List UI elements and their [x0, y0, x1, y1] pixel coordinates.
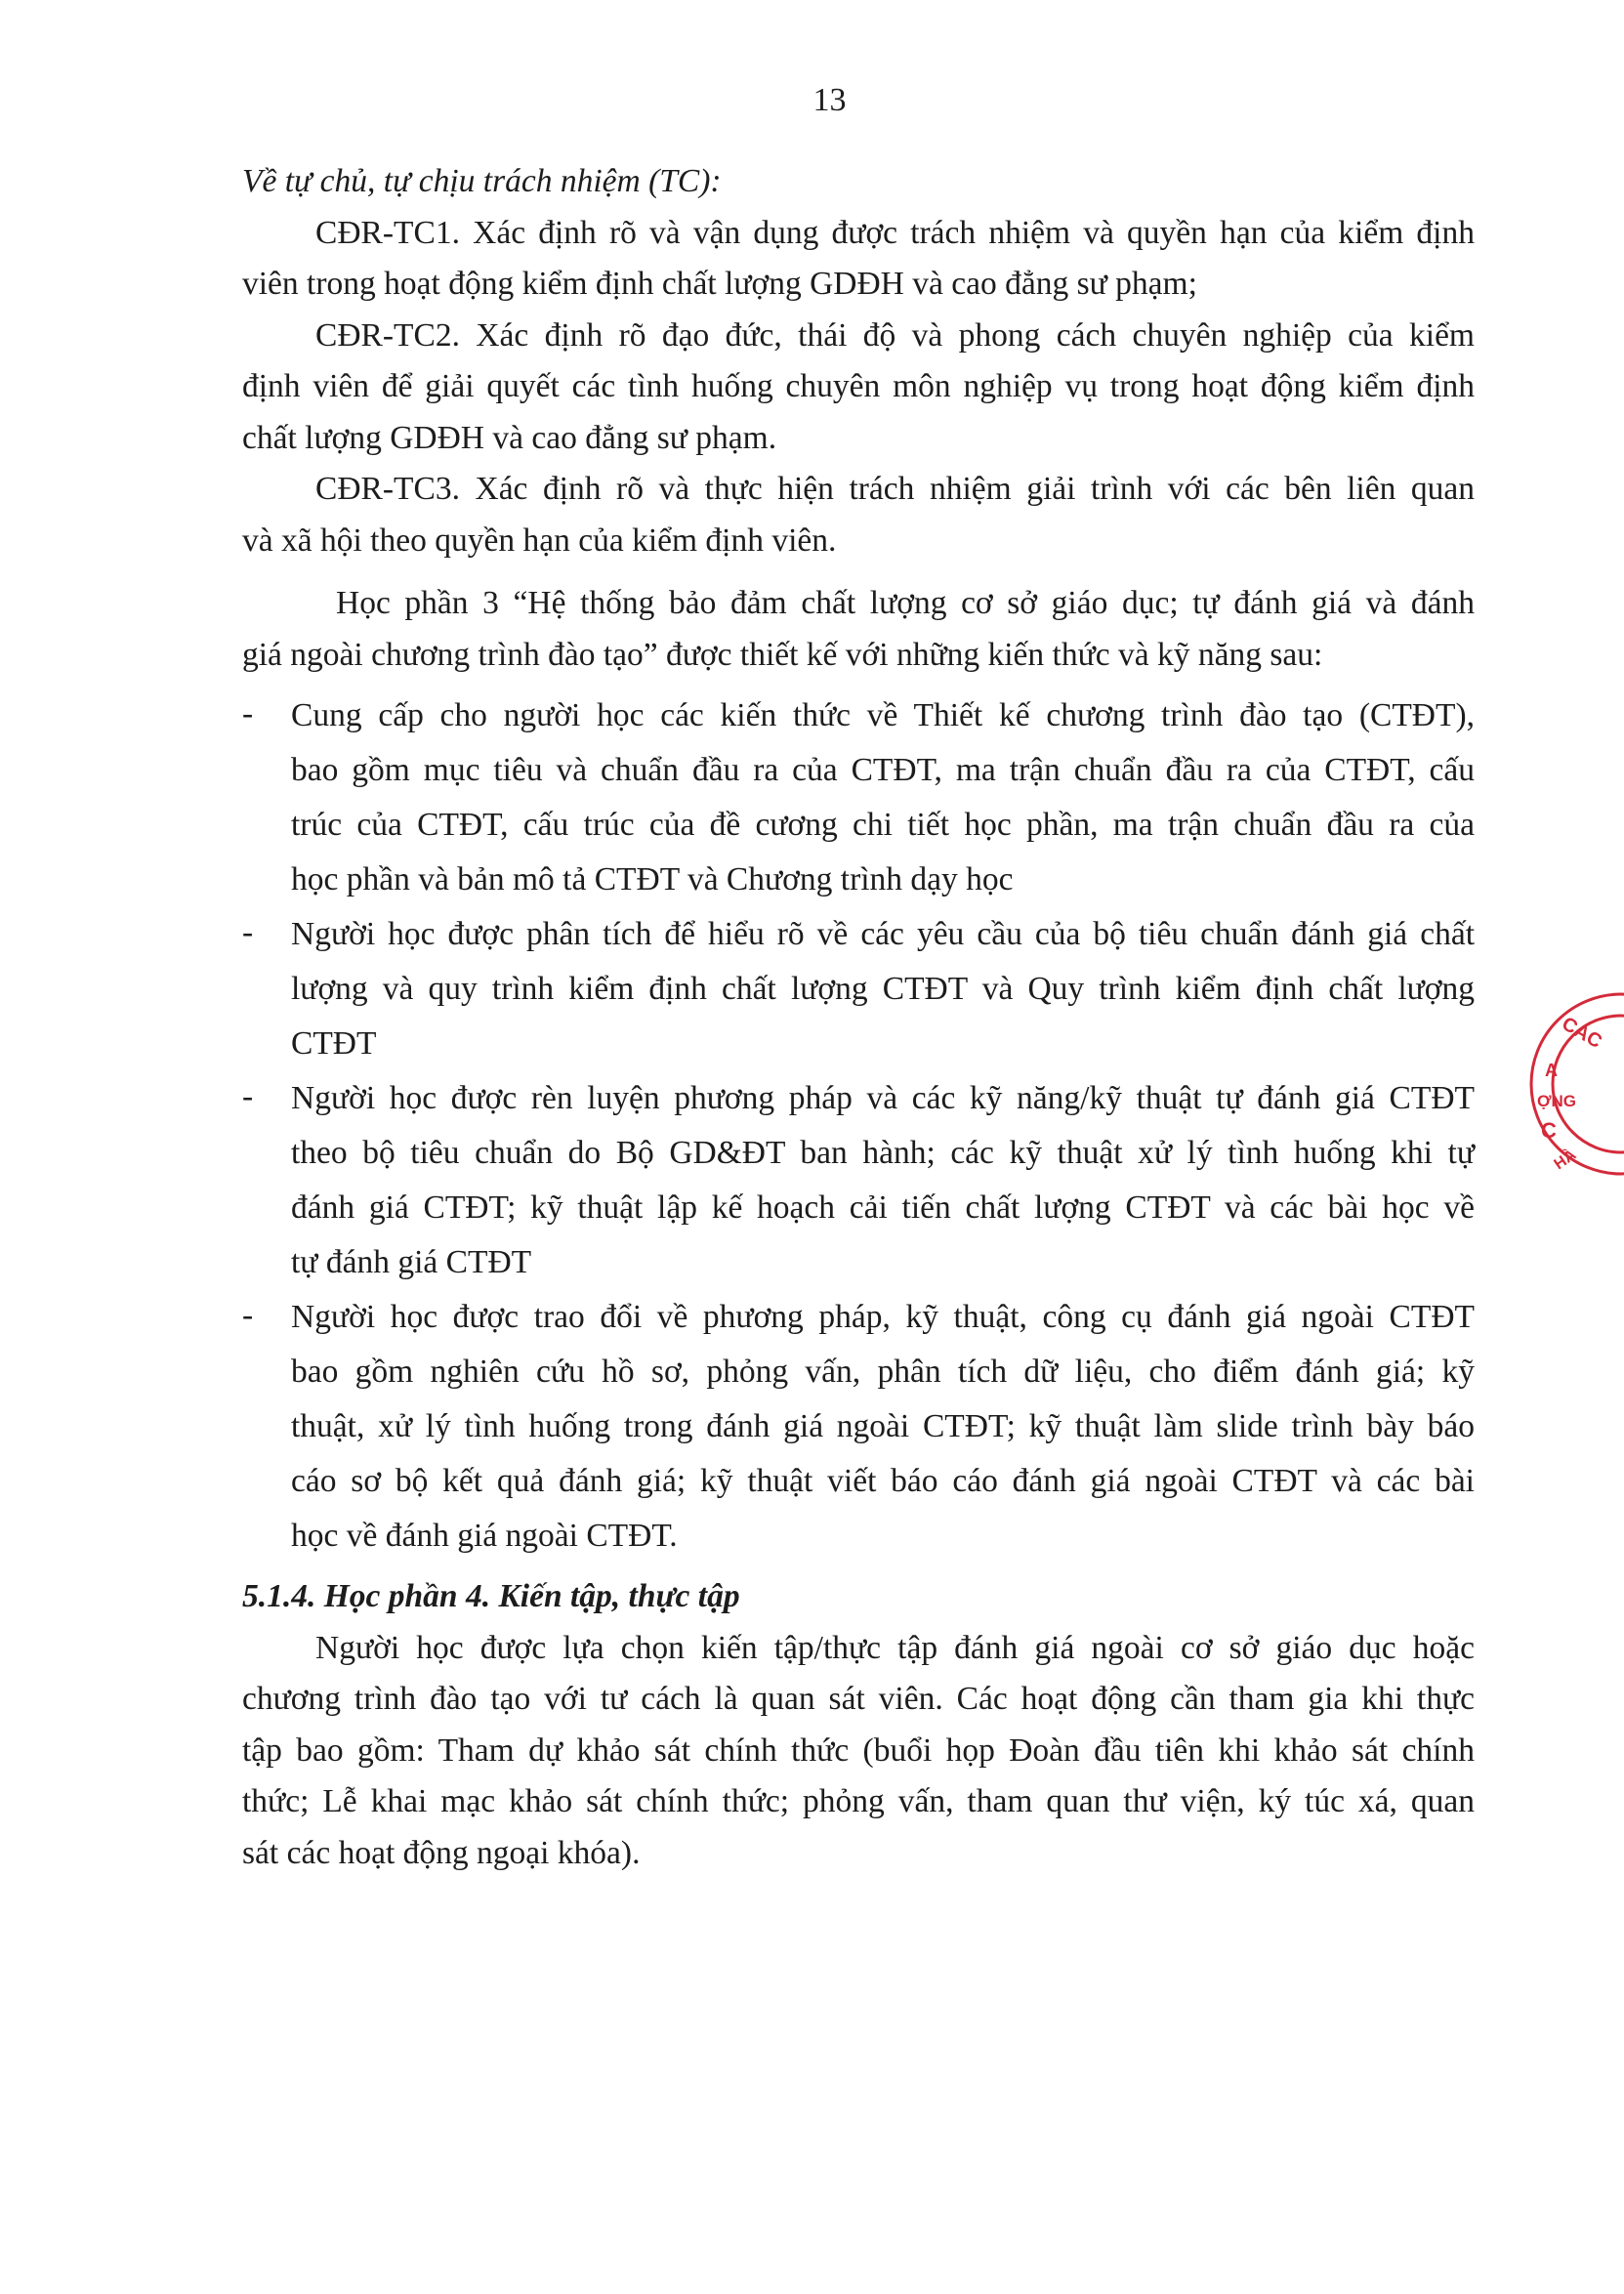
paragraph-tc1 [242, 208, 1475, 311]
text-line: Học phần 3 “Hệ thống bảo đảm chất lượng cơ sở giáo dục; tự đánh giá và đánh [336, 585, 1475, 621]
text-line: học về đánh giá ngoài CTĐT. [291, 1518, 678, 1554]
text-line: Người học được phân tích để hiểu rõ về các yêu cầu của bộ tiêu chuẩn đánh giá chất [291, 916, 1475, 952]
text-line: chương trình đào tạo với tư cách là quan sát viên. Các hoạt động cần tham gia khi thực [242, 1681, 1475, 1717]
text-line: sát các hoạt động ngoại khóa). [242, 1834, 641, 1871]
stamp-text-4: C [1541, 1118, 1557, 1143]
stamp-text-3: ỢNG [1537, 1092, 1577, 1110]
paragraph-tc2 [242, 311, 1475, 465]
bullet-dash: - [242, 695, 254, 731]
text-line: theo bộ tiêu chuẩn do Bộ GD&ĐT ban hành; các kỹ thuật xử lý tình huống khi tự [291, 1135, 1475, 1171]
text-line: CĐR-TC2. Xác định rõ đạo đức, thái độ và phong cách chuyên nghiệp của kiểm [315, 316, 1475, 354]
text-line: lượng và quy trình kiểm định chất lượng CTĐT và Quy trình kiểm định chất lượng [291, 971, 1475, 1007]
text-line: đánh giá CTĐT; kỹ thuật lập kế hoạch cải tiến chất lượng CTĐT và các bài học về [291, 1189, 1475, 1226]
page-number: 13 [812, 82, 847, 118]
bullet-item [242, 688, 1475, 907]
bullet-item [242, 1071, 1475, 1290]
text-line: Cung cấp cho người học các kiến thức về Thiết kế chương trình đào tạo (CTĐT), [291, 697, 1475, 733]
text-line: CĐR-TC3. Xác định rõ và thực hiện trách nhiệm giải trình với các bên liên quan [315, 471, 1475, 507]
paragraph-tc3 [242, 464, 1475, 566]
text-line: trúc của CTĐT, cấu trúc của đề cương chi tiết học phần, ma trận chuẩn đầu ra của [291, 807, 1475, 843]
official-seal-stamp [1523, 986, 1624, 1182]
text-line: bao gồm nghiên cứu hồ sơ, phỏng vấn, phân tích dữ liệu, cho điểm đánh giá; kỹ [291, 1354, 1475, 1390]
text-line: giá ngoài chương trình đào tạo” được thiết kế với những kiến thức và kỹ năng sau: [242, 636, 1323, 673]
bullet-dash: - [242, 1297, 254, 1333]
stamp-text-1: CÁC [1558, 1013, 1606, 1054]
text-line: chất lượng GDĐH và cao đẳng sư phạm. [242, 419, 777, 456]
text-line: thức; Lễ khai mạc khảo sát chính thức; phỏng vấn, tham quan thư viện, ký túc xá, quan [242, 1783, 1475, 1819]
stamp-text-5: HÀ [1551, 1147, 1580, 1174]
text-line: CTĐT [291, 1025, 377, 1062]
stamp-text-2: A [1545, 1061, 1558, 1080]
text-line: Người học được lựa chọn kiến tập/thực tập đánh giá ngoài cơ sở giáo dục hoặc [315, 1629, 1475, 1666]
text-line: tập bao gồm: Tham dự khảo sát chính thức (buổi họp Đoàn đầu tiên khi khảo sát chính [242, 1731, 1475, 1769]
text-line: bao gồm mục tiêu và chuẩn đầu ra của CTĐT, ma trận chuẩn đầu ra của CTĐT, cấu [291, 752, 1475, 788]
text-line: Người học được rèn luyện phương pháp và các kỹ năng/kỹ thuật tự đánh giá CTĐT [291, 1080, 1475, 1116]
paragraph-module3-intro [242, 578, 1475, 681]
bullet-dash: - [242, 1078, 254, 1114]
section-heading-module4: 5.1.4. Học phần 4. Kiến tập, thực tập [242, 1578, 740, 1614]
bullet-item [242, 1290, 1475, 1564]
text-line: CĐR-TC1. Xác định rõ và vận dụng được trách nhiệm và quyền hạn của kiểm định [315, 214, 1475, 251]
bullet-dash: - [242, 914, 254, 950]
text-line: viên trong hoạt động kiểm định chất lượng GDĐH và cao đẳng sư phạm; [242, 266, 1197, 302]
bullet-item [242, 907, 1475, 1071]
paragraph-module4 [242, 1623, 1475, 1880]
text-line: học phần và bản mô tả CTĐT và Chương trình dạy học [291, 861, 1014, 897]
text-line: và xã hội theo quyền hạn của kiểm định viên. [242, 521, 837, 559]
text-line: định viên để giải quyết các tình huống chuyên môn nghiệp vụ trong hoạt động kiểm định [242, 368, 1475, 404]
document-body [242, 156, 1475, 1879]
text-line: tự đánh giá CTĐT [291, 1244, 532, 1280]
section-heading-tc: Về tự chủ, tự chịu trách nhiệm (TC): [242, 163, 722, 199]
text-line: cáo sơ bộ kết quả đánh giá; kỹ thuật viết báo cáo đánh giá ngoài CTĐT và các bài [291, 1463, 1475, 1499]
text-line: Người học được trao đổi về phương pháp, kỹ thuật, công cụ đánh giá ngoài CTĐT [291, 1299, 1475, 1335]
text-line: thuật, xử lý tình huống trong đánh giá ngoài CTĐT; kỹ thuật làm slide trình bày báo [291, 1408, 1475, 1444]
